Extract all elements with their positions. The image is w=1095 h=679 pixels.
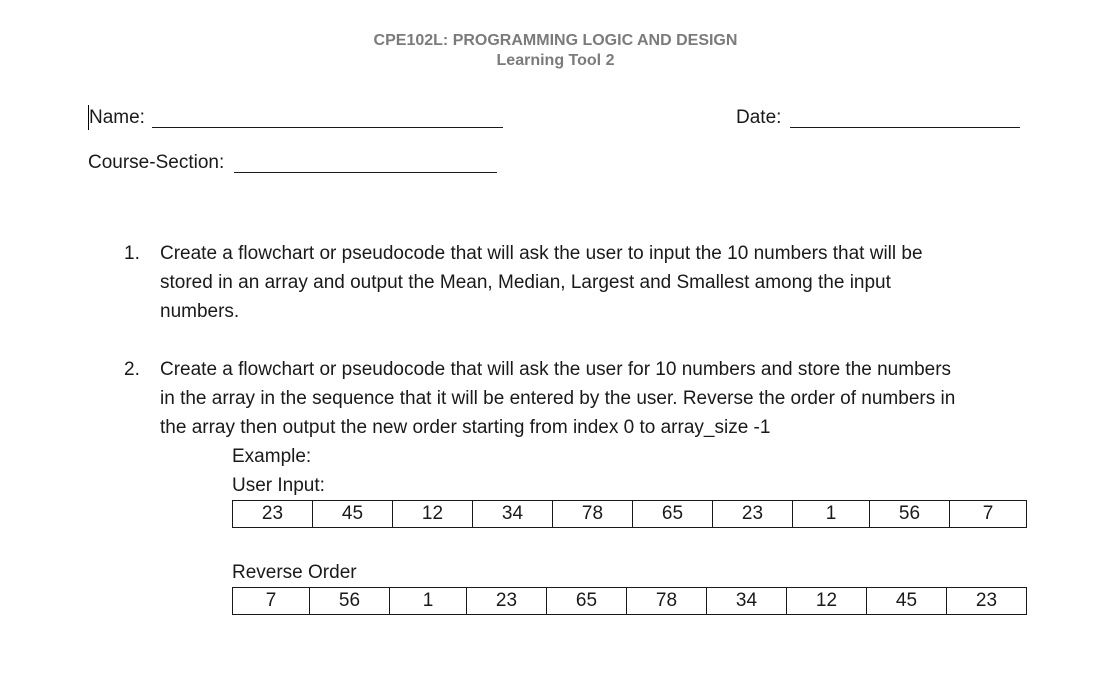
course-section-field[interactable] — [234, 172, 497, 173]
user-input-table — [232, 500, 1027, 528]
table-cell: 34 — [473, 501, 553, 528]
date-field[interactable] — [790, 127, 1020, 128]
table-cell: 12 — [787, 588, 867, 615]
name-field[interactable] — [152, 127, 503, 128]
table-cell: 23 — [233, 501, 313, 528]
reverse-order-table — [232, 587, 1027, 615]
date-label: Date: — [736, 107, 782, 128]
user-input-label: User Input: — [232, 475, 325, 496]
item-number: 2. — [124, 359, 140, 380]
example-label: Example: — [232, 446, 312, 467]
table-cell: 23 — [947, 588, 1027, 615]
table-cell: 23 — [713, 501, 793, 528]
item-text-line: Create a flowchart or pseudocode that will ask the user to input the 10 numbers that will be — [160, 243, 923, 264]
item-text-line: stored in an array and output the Mean, Median, Largest and Smallest among the input — [160, 272, 891, 293]
item-text-line: Create a flowchart or pseudocode that will ask the user for 10 numbers and store the numbers — [160, 359, 952, 380]
table-cell: 7 — [233, 588, 310, 615]
table-cell: 56 — [870, 501, 950, 528]
table-cell: 45 — [867, 588, 947, 615]
name-label: Name: — [89, 107, 145, 128]
item-number: 1. — [124, 243, 140, 264]
table-cell: 23 — [467, 588, 547, 615]
table-cell: 65 — [633, 501, 713, 528]
table-cell: 78 — [553, 501, 633, 528]
table-cell: 1 — [793, 501, 870, 528]
item-text — [160, 239, 1040, 326]
table-cell: 56 — [310, 588, 390, 615]
document-subtitle: Learning Tool 2 — [496, 52, 615, 69]
table-cell: 65 — [547, 588, 627, 615]
item-text-line: in the array in the sequence that it will be entered by the user. Reverse the order of numbers in — [160, 388, 956, 409]
table-cell: 1 — [390, 588, 467, 615]
reverse-order-label: Reverse Order — [232, 562, 357, 583]
item-text-line: numbers. — [160, 301, 240, 322]
table-row — [233, 501, 1027, 528]
course-section-label: Course-Section: — [88, 152, 225, 173]
table-cell: 45 — [313, 501, 393, 528]
table-cell: 78 — [627, 588, 707, 615]
document-title: CPE102L: PROGRAMMING LOGIC AND DESIGN — [373, 32, 738, 49]
table-cell: 7 — [950, 501, 1027, 528]
item-text-line: the array then output the new order starting from index 0 to array_size -1 — [160, 417, 771, 438]
item-text — [160, 355, 1040, 442]
table-cell: 34 — [707, 588, 787, 615]
table-cell: 12 — [393, 501, 473, 528]
table-row — [233, 588, 1027, 615]
